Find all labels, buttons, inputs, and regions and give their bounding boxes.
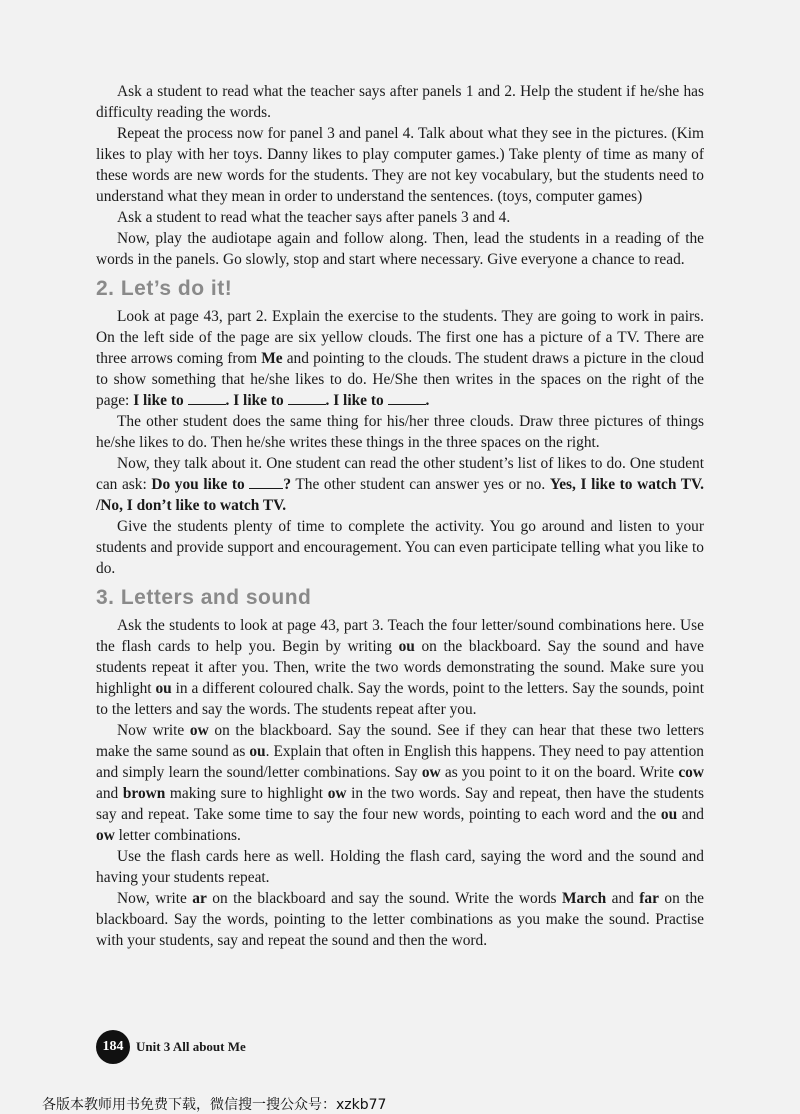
intro-paragraph-1: Ask a student to read what the teacher says after panels 1 and 2. Help the student if he/she has difficulty reading the words.	[96, 83, 704, 121]
unit-label: Unit 3 All about Me	[136, 1039, 246, 1054]
page-footer	[96, 1030, 246, 1064]
s2-paragraph-2: The other student does the same thing for his/her three clouds. Draw three pictures of things he/she likes to do. Then he/she writes these things in the three spaces on the right.	[96, 413, 704, 451]
section-heading-lets-do-it: 2. Let’s do it!	[96, 277, 233, 300]
page-body	[96, 81, 704, 951]
page-number: 184	[96, 1030, 130, 1064]
watermark-text: 各版本教师用书免费下载，微信搜一搜公众号：xzkb77	[42, 1097, 387, 1113]
s2-paragraph-1: Look at page 43, part 2. Explain the exercise to the students. They are going to work in pairs. On the left side of the page are six yellow clouds. The first one has a picture of a TV. There are three arrows coming from Me and pointing to the clouds. The student draws a picture in the cloud to show something that he/she likes to do. He/She then writes in the spaces on the right of the page: I like to . I like to . I like to .	[96, 308, 704, 409]
intro-paragraph-4: Now, play the audiotape again and follow along. Then, lead the students in a reading of the words in the panels. Go slowly, stop and start where necessary. Give everyone a chance to read.	[96, 230, 704, 268]
s2-paragraph-4: Give the students plenty of time to complete the activity. You go around and listen to your students and provide support and encouragement. You can even participate telling what you like to do.	[96, 518, 704, 577]
s3-paragraph-3: Use the flash cards here as well. Holding the flash card, saying the word and the sound and having your students repeat.	[96, 848, 704, 886]
s2-paragraph-3: Now, they talk about it. One student can read the other student’s list of likes to do. One student can ask: Do you like to ? The other student can answer yes or no. Yes, I like to watch TV. /No, I don’t like to watch TV.	[96, 455, 704, 514]
s3-paragraph-2: Now write ow on the blackboard. Say the sound. See if they can hear that these two letters make the same sound as ou. Explain that often in English this happens. They need to pay attention and simply learn the sound/letter combinations. Say ow as you point to it on the board. Write cow and brown making sure to highlight ow in the two words. Say and repeat, then have the students say and repeat. Take some time to say the four new words, pointing to each word and the ou and ow letter combinations.	[96, 722, 704, 844]
s3-paragraph-4: Now, write ar on the blackboard and say the sound. Write the words March and far on the blackboard. Say the words, pointing to the letter combinations as you make the sound. Practise with your students, say and repeat the sound and then the word.	[96, 890, 705, 949]
intro-paragraph-3: Ask a student to read what the teacher says after panels 3 and 4.	[117, 209, 511, 226]
s3-paragraph-1: Ask the students to look at page 43, part 3. Teach the four letter/sound combinations here. Use the flash cards to help you. Begin by writing ou on the blackboard. Say the sound and have students repeat it after you. Then, write the two words demonstrating the sound. Make sure you highlight ou in a different coloured chalk. Say the words, point to the letters. Say the sounds, point to the letters and say the words. The students repeat after you.	[96, 617, 704, 718]
intro-paragraph-2: Repeat the process now for panel 3 and panel 4. Talk about what they see in the pictures. (Kim likes to play with her toys. Danny likes to play computer games.) Take plenty of time as many of these words are new words for the students. They are not key vocabulary, but the students need to understand what they mean in order to understand the sentences. (toys, computer games)	[96, 125, 704, 205]
section-heading-letters-and-sound: 3. Letters and sound	[96, 586, 312, 609]
